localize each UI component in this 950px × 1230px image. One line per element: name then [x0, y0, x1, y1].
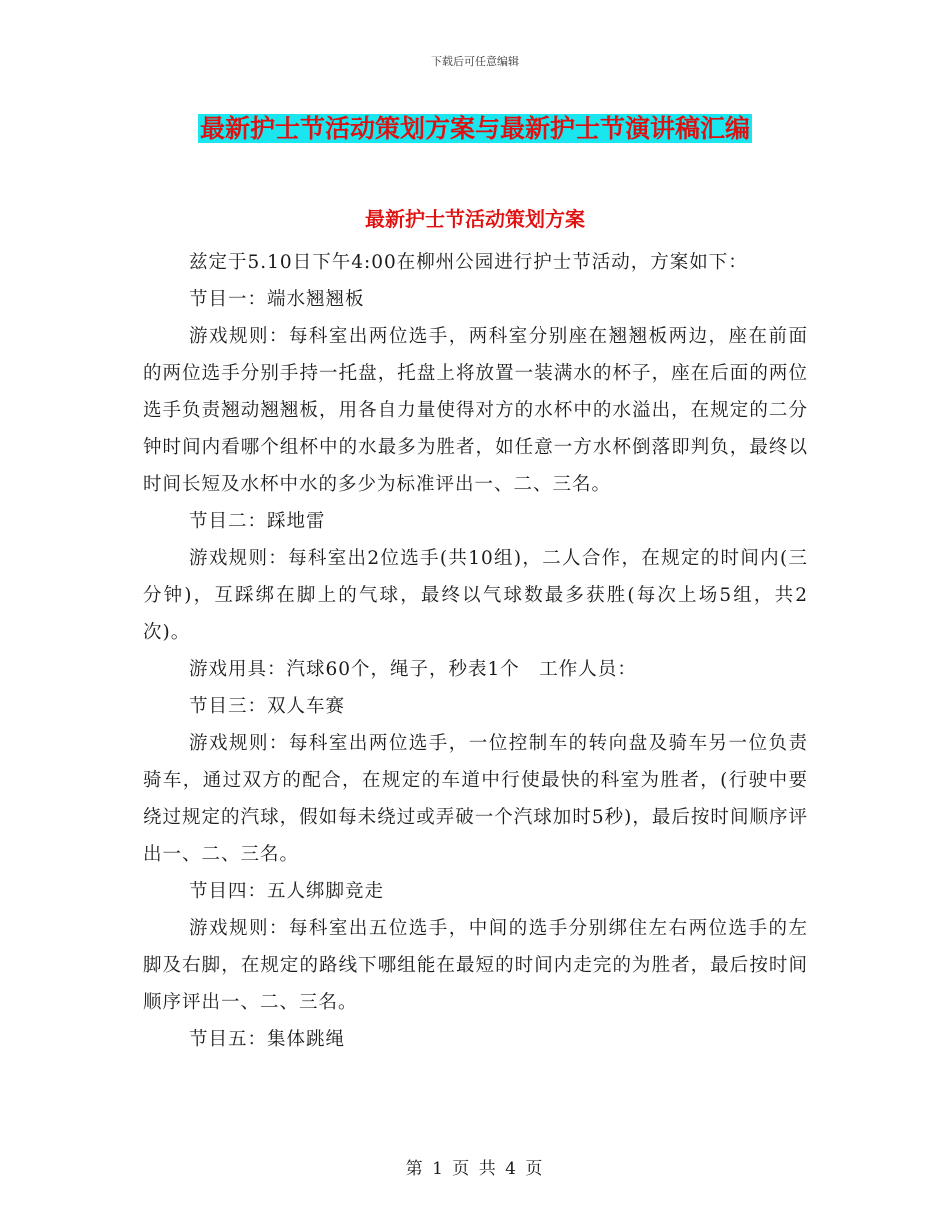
document-title-text: 最新护士节活动策划方案与最新护士节演讲稿汇编 [199, 114, 750, 143]
paragraph: 节目三：双人车赛 [189, 696, 346, 717]
paragraph: 游戏用具：汽球60个，绳子，秒表1个 工作人员： [189, 659, 637, 680]
document-title [0, 112, 950, 146]
paragraph: 兹定于5.10日下午4:00在柳州公园进行护士节活动，方案如下： [189, 252, 748, 273]
paragraph: 游戏规则：每科室出两位选手，一位控制车的转向盘及骑车另一位负责骑车，通过双方的配合，在规定的车道中行使最快的科室为胜者，(行驶中要绕过规定的汽球，假如每未绕过或弄破一个汽球加时5秒)，最后按时间顺序评出一、二、三名。 [143, 733, 808, 865]
paragraph: 游戏规则：每科室出2位选手(共10组)，二人合作，在规定的时间内(三分钟)，互踩绑在脚上的气球，最终以气球数最多获胜(每次上场5组，共2次)。 [143, 548, 808, 643]
paragraph: 节目二：踩地雷 [189, 511, 326, 532]
paragraph: 节目四：五人绑脚竞走 [189, 881, 385, 902]
paragraph: 游戏规则：每科室出两位选手，两科室分别座在翘翘板两边，座在前面的两位选手分别手持一托盘，托盘上将放置一装满水的杯子，座在后面的两位选手负责翘动翘翘板，用各自力量使得对方的水杯中的水溢出，在规定的二分钟时间内看哪个组杯中的水最多为胜者，如任意一方水杯倒落即判负，最终以时间长短及水杯中水的多少为标准评出一、二、三名。 [143, 326, 808, 495]
page-footer: 第 1 页 共 4 页 [405, 1159, 545, 1179]
document-body [143, 244, 808, 1058]
paragraph: 游戏规则：每科室出五位选手，中间的选手分别绑住左右两位选手的左脚及右脚，在规定的路线下哪组能在最短的时间内走完的为胜者，最后按时间顺序评出一、二、三名。 [143, 918, 808, 1013]
section-title: 最新护士节活动策划方案 [365, 207, 585, 231]
header-note: 下载后可任意编辑 [431, 55, 519, 68]
paragraph: 节目一：端水翘翘板 [189, 289, 365, 310]
paragraph: 节目五：集体跳绳 [189, 1029, 346, 1050]
